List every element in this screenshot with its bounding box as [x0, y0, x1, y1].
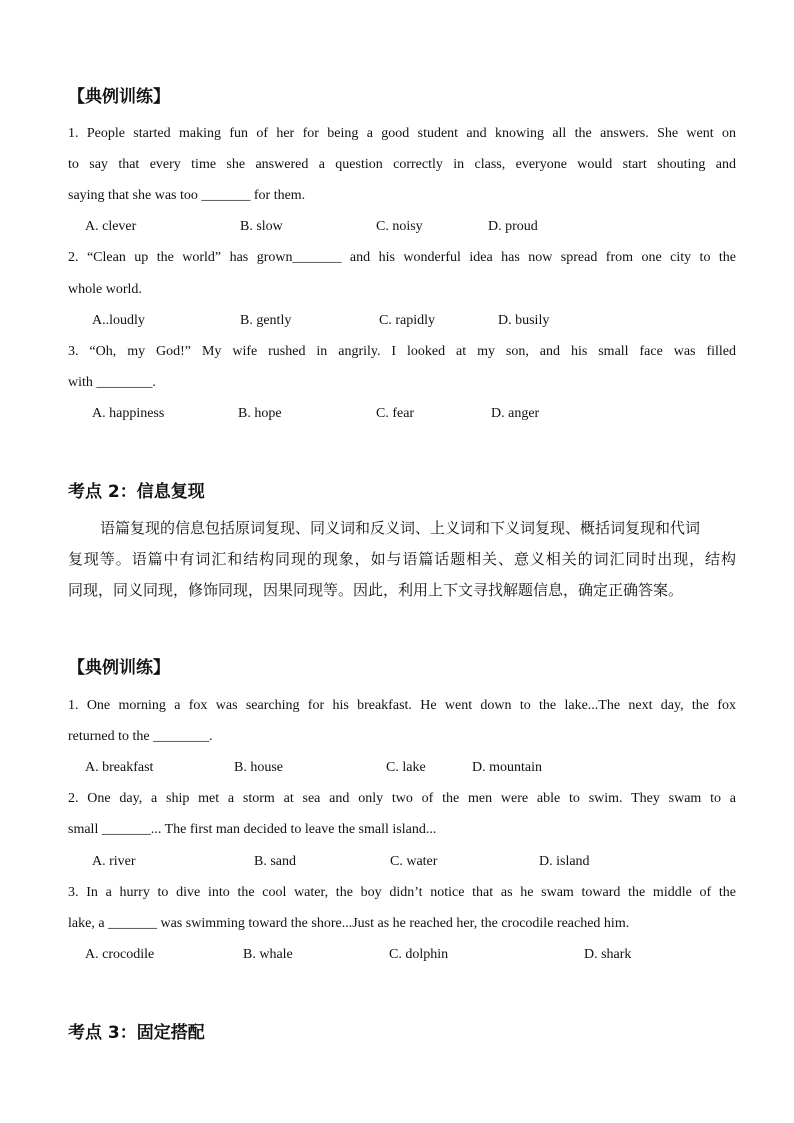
option-b: B. hope: [238, 406, 282, 421]
question-1-2-line-1: 2. “Clean up the world” has grown_______ and his wonderful idea has now spread from one city to the: [68, 250, 736, 265]
option-b: B. house: [234, 760, 283, 775]
question-1-3-line-1: 3. “Oh, my God!” My wife rushed in angrily. I looked at my son, and his small face was filled: [68, 344, 736, 359]
question-1-2-line-2: whole world.: [68, 282, 142, 297]
option-c: C. rapidly: [379, 313, 435, 328]
option-a: A. happiness: [92, 406, 165, 421]
option-d: D. island: [539, 854, 590, 869]
question-2-1-line-2: returned to the ________.: [68, 729, 213, 744]
option-d: D. busily: [498, 313, 550, 328]
option-a: A. clever: [85, 219, 137, 234]
option-b: B. whale: [243, 947, 293, 962]
option-b: B. gently: [240, 313, 292, 328]
option-d: D. anger: [491, 406, 540, 421]
option-c: C. water: [390, 854, 438, 869]
section-heading-example-training-2: 【典例训练】: [68, 658, 170, 678]
question-1-3-line-2: with ________.: [68, 375, 156, 390]
question-2-3-line-2: lake, a _______ was swimming toward the shore...Just as he reached her, the crocodile reached him.: [68, 916, 630, 931]
option-a: A. crocodile: [85, 947, 155, 962]
option-a: A. river: [92, 854, 136, 869]
option-c: C. noisy: [376, 219, 423, 234]
option-b: B. slow: [240, 219, 283, 234]
option-d: D. mountain: [472, 760, 542, 775]
option-c: C. lake: [386, 760, 426, 775]
kaodian-3-heading: 考点 3：固定搭配: [68, 1023, 205, 1043]
section-heading-example-training-1: 【典例训练】: [68, 87, 170, 107]
kaodian-2-paragraph-line-3: 同现，同义同现，修饰同现，因果同现等。因此，利用上下文寻找解题信息，确定正确答案。: [68, 581, 684, 599]
option-d: D. shark: [584, 947, 632, 962]
question-1-1-line-3: saying that she was too _______ for them.: [68, 188, 306, 203]
option-a: A..loudly: [92, 313, 145, 328]
option-c: C. fear: [376, 406, 415, 421]
question-2-3-line-1: 3. In a hurry to dive into the cool water, the boy didn’t notice that as he swam toward the middle of the: [68, 885, 736, 900]
option-a: A. breakfast: [85, 760, 154, 775]
question-1-1-line-2: to say that every time she answered a question correctly in class, everyone would start shouting and: [68, 157, 736, 172]
question-1-1-line-1: 1. People started making fun of her for being a good student and knowing all the answers. She went on: [68, 126, 736, 141]
question-2-1-line-1: 1. One morning a fox was searching for his breakfast. He went down to the lake...The next day, the fox: [68, 698, 736, 713]
kaodian-2-paragraph-line-2: 复现等。语篇中有词汇和结构同现的现象，如与语篇话题相关、意义相关的词汇同时出现，结构: [68, 550, 736, 568]
question-2-2-line-2: small _______... The first man decided to leave the small island...: [68, 822, 437, 837]
kaodian-2-paragraph-line-1: 语篇复现的信息包括原词复现、同义词和反义词、上义词和下义词复现、概括词复现和代词: [100, 519, 701, 537]
question-2-2-line-1: 2. One day, a ship met a storm at sea and only two of the men were able to swim. They swam to a: [68, 791, 736, 806]
option-b: B. sand: [254, 854, 296, 869]
option-c: C. dolphin: [389, 947, 449, 962]
kaodian-2-heading: 考点 2：信息复现: [68, 482, 205, 502]
option-d: D. proud: [488, 219, 538, 234]
